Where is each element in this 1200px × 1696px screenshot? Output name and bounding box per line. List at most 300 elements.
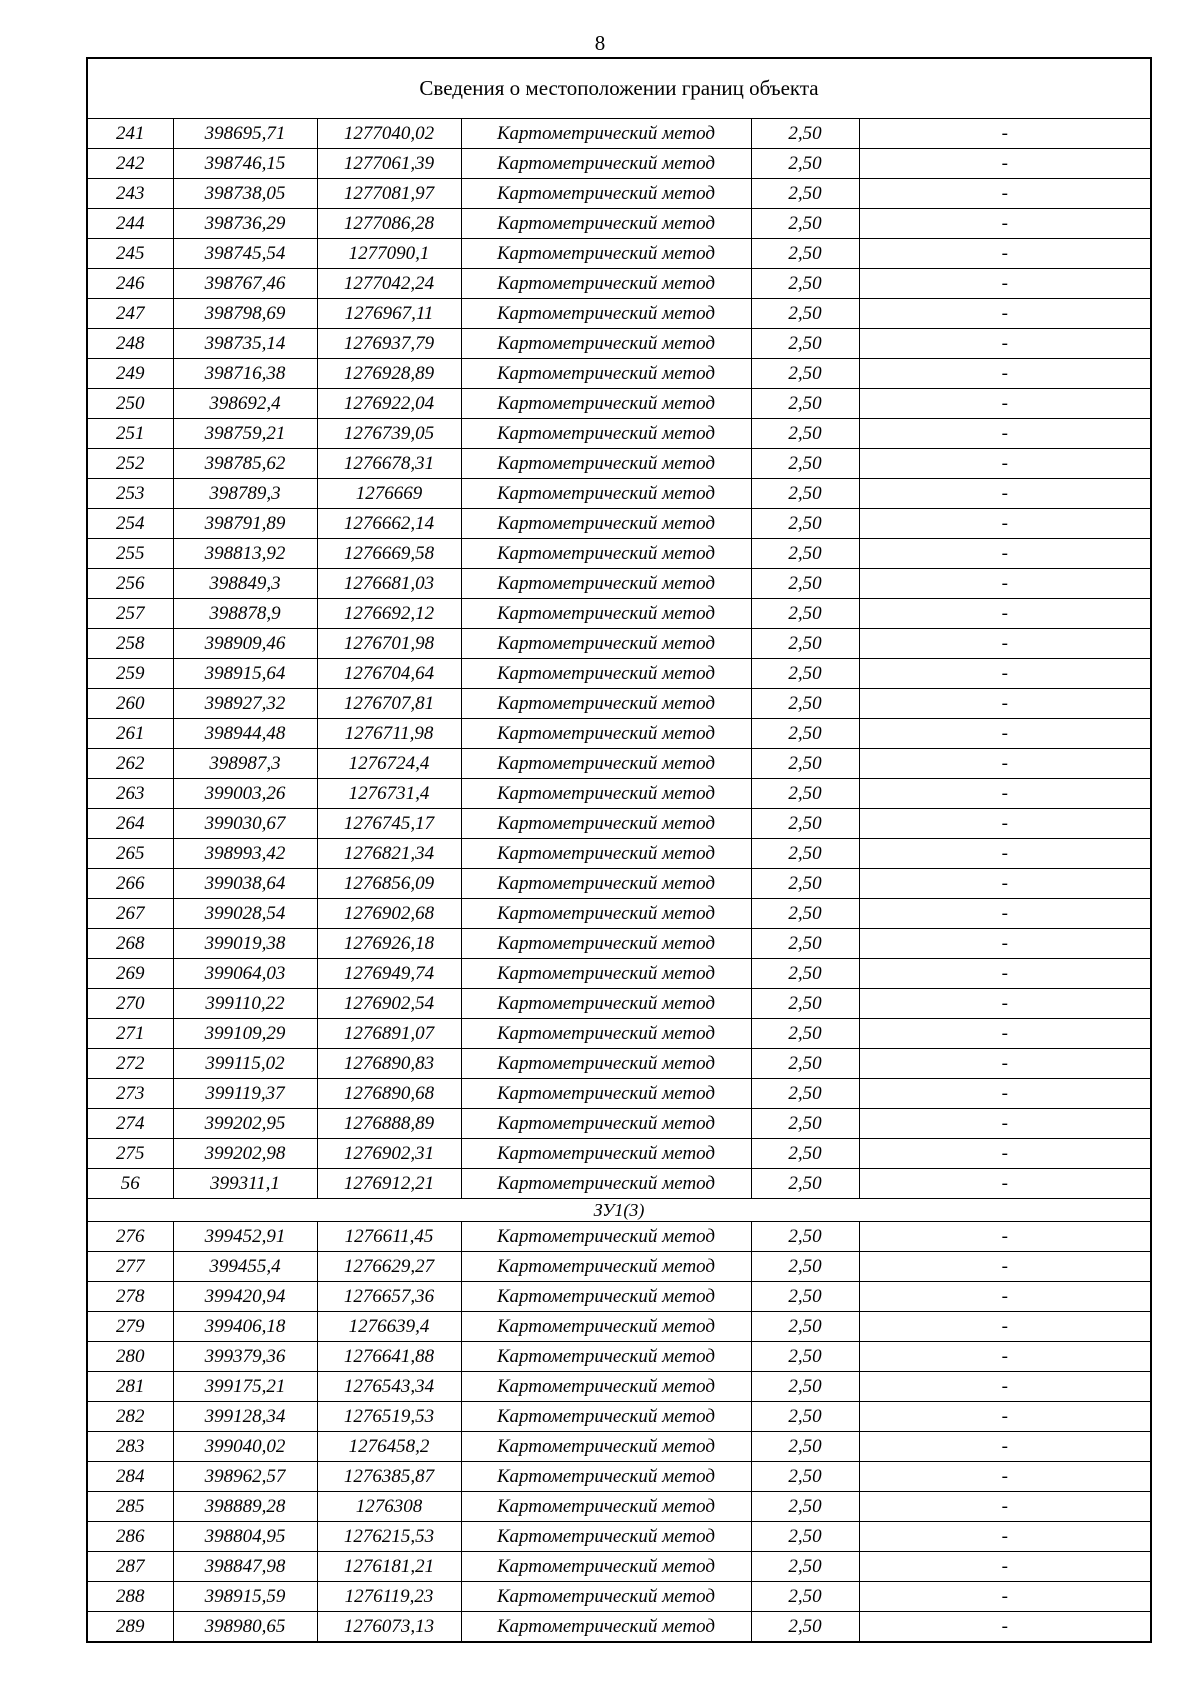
coord-y-cell: 1276745,17 [317,809,461,839]
table-row [87,809,1151,839]
precision-cell: 2,50 [751,1079,859,1109]
method-cell: Картометрический метод [461,1522,751,1552]
table-title-row [87,58,1151,119]
method-cell: Картометрический метод [461,839,751,869]
note-cell: - [859,779,1151,809]
precision-cell: 2,50 [751,1139,859,1169]
method-cell: Картометрический метод [461,1079,751,1109]
table-row [87,689,1151,719]
table-row [87,1109,1151,1139]
coord-y-cell: 1276385,87 [317,1462,461,1492]
table-row [87,1252,1151,1282]
precision-cell: 2,50 [751,659,859,689]
method-cell: Картометрический метод [461,329,751,359]
coord-x-cell: 399038,64 [173,869,317,899]
precision-cell: 2,50 [751,359,859,389]
note-cell: - [859,389,1151,419]
table-row [87,1462,1151,1492]
method-cell: Картометрический метод [461,389,751,419]
note-cell: - [859,1342,1151,1372]
precision-cell: 2,50 [751,869,859,899]
precision-cell: 2,50 [751,929,859,959]
table-row [87,1282,1151,1312]
point-number-cell: 267 [87,899,173,929]
table-row [87,1312,1151,1342]
precision-cell: 2,50 [751,389,859,419]
table-row [87,719,1151,749]
table-title: Сведения о местоположении границ объекта [87,58,1151,119]
coord-y-cell: 1276739,05 [317,419,461,449]
note-cell: - [859,1522,1151,1552]
point-number-cell: 254 [87,509,173,539]
note-cell: - [859,179,1151,209]
precision-cell: 2,50 [751,1582,859,1612]
note-cell: - [859,1432,1151,1462]
coord-y-cell: 1276821,34 [317,839,461,869]
note-cell: - [859,1139,1151,1169]
method-cell: Картометрический метод [461,419,751,449]
note-cell: - [859,359,1151,389]
coord-x-cell: 399028,54 [173,899,317,929]
point-number-cell: 271 [87,1019,173,1049]
coord-y-cell: 1276890,83 [317,1049,461,1079]
note-cell: - [859,1552,1151,1582]
point-number-cell: 270 [87,989,173,1019]
point-number-cell: 289 [87,1612,173,1643]
precision-cell: 2,50 [751,1169,859,1199]
precision-cell: 2,50 [751,779,859,809]
precision-cell: 2,50 [751,1492,859,1522]
method-cell: Картометрический метод [461,449,751,479]
coord-y-cell: 1276856,09 [317,869,461,899]
point-number-cell: 269 [87,959,173,989]
table-row [87,539,1151,569]
method-cell: Картометрический метод [461,359,751,389]
precision-cell: 2,50 [751,629,859,659]
coord-y-cell: 1276543,34 [317,1372,461,1402]
method-cell: Картометрический метод [461,239,751,269]
coord-x-cell: 399109,29 [173,1019,317,1049]
point-number-cell: 241 [87,119,173,149]
method-cell: Картометрический метод [461,1049,751,1079]
coord-y-cell: 1277090,1 [317,239,461,269]
method-cell: Картометрический метод [461,1252,751,1282]
table-row [87,569,1151,599]
point-number-cell: 266 [87,869,173,899]
coord-x-cell: 399175,21 [173,1372,317,1402]
note-cell: - [859,539,1151,569]
table-row [87,1612,1151,1643]
coord-x-cell: 398746,15 [173,149,317,179]
point-number-cell: 261 [87,719,173,749]
note-cell: - [859,1252,1151,1282]
method-cell: Картометрический метод [461,929,751,959]
table-row [87,839,1151,869]
table-row [87,1372,1151,1402]
method-cell: Картометрический метод [461,1222,751,1252]
coord-x-cell: 399406,18 [173,1312,317,1342]
coord-x-cell: 399019,38 [173,929,317,959]
table-row [87,479,1151,509]
method-cell: Картометрический метод [461,1282,751,1312]
note-cell: - [859,1282,1151,1312]
point-number-cell: 277 [87,1252,173,1282]
coord-x-cell: 398962,57 [173,1462,317,1492]
note-cell: - [859,719,1151,749]
precision-cell: 2,50 [751,179,859,209]
precision-cell: 2,50 [751,329,859,359]
coord-y-cell: 1276928,89 [317,359,461,389]
precision-cell: 2,50 [751,899,859,929]
note-cell: - [859,1402,1151,1432]
table-row [87,359,1151,389]
note-cell: - [859,149,1151,179]
method-cell: Картометрический метод [461,1372,751,1402]
coord-y-cell: 1276937,79 [317,329,461,359]
coord-x-cell: 399003,26 [173,779,317,809]
precision-cell: 2,50 [751,809,859,839]
method-cell: Картометрический метод [461,749,751,779]
precision-cell: 2,50 [751,1552,859,1582]
note-cell: - [859,839,1151,869]
point-number-cell: 249 [87,359,173,389]
note-cell: - [859,929,1151,959]
point-number-cell: 264 [87,809,173,839]
point-number-cell: 252 [87,449,173,479]
point-number-cell: 273 [87,1079,173,1109]
precision-cell: 2,50 [751,1282,859,1312]
table-body [87,58,1151,1642]
table-row [87,209,1151,239]
coord-x-cell: 399115,02 [173,1049,317,1079]
method-cell: Картометрический метод [461,569,751,599]
point-number-cell: 260 [87,689,173,719]
table-row [87,329,1151,359]
method-cell: Картометрический метод [461,599,751,629]
note-cell: - [859,239,1151,269]
coord-x-cell: 399040,02 [173,1432,317,1462]
coord-x-cell: 399455,4 [173,1252,317,1282]
precision-cell: 2,50 [751,149,859,179]
table-row [87,1169,1151,1199]
precision-cell: 2,50 [751,1372,859,1402]
coord-x-cell: 398735,14 [173,329,317,359]
coord-y-cell: 1276119,23 [317,1582,461,1612]
precision-cell: 2,50 [751,1049,859,1079]
point-number-cell: 56 [87,1169,173,1199]
note-cell: - [859,329,1151,359]
coord-y-cell: 1276639,4 [317,1312,461,1342]
precision-cell: 2,50 [751,749,859,779]
table-row [87,599,1151,629]
coord-x-cell: 398804,95 [173,1522,317,1552]
precision-cell: 2,50 [751,1109,859,1139]
coord-x-cell: 398789,3 [173,479,317,509]
note-cell: - [859,569,1151,599]
coord-x-cell: 398716,38 [173,359,317,389]
precision-cell: 2,50 [751,1462,859,1492]
precision-cell: 2,50 [751,689,859,719]
precision-cell: 2,50 [751,1342,859,1372]
precision-cell: 2,50 [751,419,859,449]
coord-y-cell: 1276681,03 [317,569,461,599]
method-cell: Картометрический метод [461,149,751,179]
note-cell: - [859,899,1151,929]
coord-x-cell: 398915,64 [173,659,317,689]
note-cell: - [859,419,1151,449]
table-row [87,899,1151,929]
method-cell: Картометрический метод [461,779,751,809]
table-row [87,299,1151,329]
method-cell: Картометрический метод [461,269,751,299]
coord-x-cell: 398878,9 [173,599,317,629]
coord-x-cell: 398785,62 [173,449,317,479]
table-row [87,1222,1151,1252]
method-cell: Картометрический метод [461,539,751,569]
point-number-cell: 288 [87,1582,173,1612]
table-row [87,419,1151,449]
coord-x-cell: 399064,03 [173,959,317,989]
note-cell: - [859,989,1151,1019]
coord-y-cell: 1276967,11 [317,299,461,329]
table-row [87,929,1151,959]
coord-x-cell: 398849,3 [173,569,317,599]
coord-y-cell: 1276888,89 [317,1109,461,1139]
section-label: ЗУ1(3) [87,1199,1151,1222]
note-cell: - [859,1079,1151,1109]
point-number-cell: 268 [87,929,173,959]
method-cell: Картометрический метод [461,209,751,239]
coord-x-cell: 398927,32 [173,689,317,719]
method-cell: Картометрический метод [461,959,751,989]
coord-x-cell: 399030,67 [173,809,317,839]
note-cell: - [859,1109,1151,1139]
coord-y-cell: 1276629,27 [317,1252,461,1282]
note-cell: - [859,659,1151,689]
table-row [87,1492,1151,1522]
coord-y-cell: 1276657,36 [317,1282,461,1312]
coord-x-cell: 398993,42 [173,839,317,869]
table-row [87,629,1151,659]
method-cell: Картометрический метод [461,1582,751,1612]
note-cell: - [859,629,1151,659]
precision-cell: 2,50 [751,479,859,509]
coord-x-cell: 398791,89 [173,509,317,539]
note-cell: - [859,869,1151,899]
precision-cell: 2,50 [751,209,859,239]
coord-y-cell: 1276678,31 [317,449,461,479]
point-number-cell: 251 [87,419,173,449]
coord-y-cell: 1276912,21 [317,1169,461,1199]
coord-y-cell: 1276902,68 [317,899,461,929]
point-number-cell: 282 [87,1402,173,1432]
table-row [87,389,1151,419]
coord-y-cell: 1276701,98 [317,629,461,659]
note-cell: - [859,1312,1151,1342]
point-number-cell: 258 [87,629,173,659]
method-cell: Картометрический метод [461,809,751,839]
section-row [87,1199,1151,1222]
coord-x-cell: 398980,65 [173,1612,317,1643]
coord-x-cell: 398736,29 [173,209,317,239]
precision-cell: 2,50 [751,269,859,299]
point-number-cell: 272 [87,1049,173,1079]
precision-cell: 2,50 [751,539,859,569]
note-cell: - [859,599,1151,629]
coord-y-cell: 1276308 [317,1492,461,1522]
precision-cell: 2,50 [751,509,859,539]
table-row [87,509,1151,539]
precision-cell: 2,50 [751,119,859,149]
page-number: 8 [594,31,606,55]
coord-x-cell: 399119,37 [173,1079,317,1109]
coord-y-cell: 1276922,04 [317,389,461,419]
note-cell: - [859,809,1151,839]
coord-y-cell: 1276669,58 [317,539,461,569]
coord-y-cell: 1277040,02 [317,119,461,149]
coord-x-cell: 398692,4 [173,389,317,419]
table-row [87,119,1151,149]
note-cell: - [859,509,1151,539]
coord-x-cell: 398987,3 [173,749,317,779]
method-cell: Картометрический метод [461,1109,751,1139]
precision-cell: 2,50 [751,1312,859,1342]
point-number-cell: 262 [87,749,173,779]
point-number-cell: 245 [87,239,173,269]
precision-cell: 2,50 [751,1402,859,1432]
table-row [87,1402,1151,1432]
coord-y-cell: 1276890,68 [317,1079,461,1109]
table-row [87,449,1151,479]
point-number-cell: 250 [87,389,173,419]
coord-y-cell: 1276073,13 [317,1612,461,1643]
precision-cell: 2,50 [751,449,859,479]
coord-x-cell: 398798,69 [173,299,317,329]
coord-y-cell: 1276949,74 [317,959,461,989]
method-cell: Картометрический метод [461,1139,751,1169]
point-number-cell: 287 [87,1552,173,1582]
coord-y-cell: 1276704,64 [317,659,461,689]
method-cell: Картометрический метод [461,689,751,719]
point-number-cell: 275 [87,1139,173,1169]
method-cell: Картометрический метод [461,1342,751,1372]
coord-y-cell: 1276902,31 [317,1139,461,1169]
table-row [87,1049,1151,1079]
coord-y-cell: 1276724,4 [317,749,461,779]
note-cell: - [859,479,1151,509]
note-cell: - [859,1049,1151,1079]
point-number-cell: 248 [87,329,173,359]
point-number-cell: 281 [87,1372,173,1402]
table-row [87,1552,1151,1582]
method-cell: Картометрический метод [461,1402,751,1432]
coord-x-cell: 398847,98 [173,1552,317,1582]
point-number-cell: 255 [87,539,173,569]
precision-cell: 2,50 [751,1432,859,1462]
note-cell: - [859,1169,1151,1199]
coord-x-cell: 399311,1 [173,1169,317,1199]
coord-y-cell: 1276926,18 [317,929,461,959]
table-row [87,659,1151,689]
note-cell: - [859,1372,1151,1402]
point-number-cell: 274 [87,1109,173,1139]
note-cell: - [859,1462,1151,1492]
table-row [87,779,1151,809]
coord-x-cell: 398745,54 [173,239,317,269]
table-row [87,269,1151,299]
coord-y-cell: 1277081,97 [317,179,461,209]
method-cell: Картометрический метод [461,509,751,539]
coord-x-cell: 399110,22 [173,989,317,1019]
point-number-cell: 265 [87,839,173,869]
method-cell: Картометрический метод [461,179,751,209]
note-cell: - [859,209,1151,239]
note-cell: - [859,1492,1151,1522]
point-number-cell: 279 [87,1312,173,1342]
table-row [87,149,1151,179]
note-cell: - [859,1582,1151,1612]
coord-y-cell: 1276519,53 [317,1402,461,1432]
method-cell: Картометрический метод [461,719,751,749]
coord-x-cell: 399420,94 [173,1282,317,1312]
precision-cell: 2,50 [751,1522,859,1552]
table-row [87,179,1151,209]
coord-y-cell: 1276731,4 [317,779,461,809]
method-cell: Картометрический метод [461,479,751,509]
method-cell: Картометрический метод [461,1462,751,1492]
coord-x-cell: 398915,59 [173,1582,317,1612]
point-number-cell: 276 [87,1222,173,1252]
coord-x-cell: 398909,46 [173,629,317,659]
point-number-cell: 257 [87,599,173,629]
note-cell: - [859,1222,1151,1252]
point-number-cell: 284 [87,1462,173,1492]
point-number-cell: 256 [87,569,173,599]
point-number-cell: 247 [87,299,173,329]
table-row [87,1432,1151,1462]
point-number-cell: 244 [87,209,173,239]
precision-cell: 2,50 [751,1612,859,1643]
table-row [87,959,1151,989]
coord-x-cell: 399202,95 [173,1109,317,1139]
coord-y-cell: 1276902,54 [317,989,461,1019]
method-cell: Картометрический метод [461,659,751,689]
method-cell: Картометрический метод [461,989,751,1019]
coord-x-cell: 398889,28 [173,1492,317,1522]
table-row [87,989,1151,1019]
coord-y-cell: 1276215,53 [317,1522,461,1552]
coord-y-cell: 1276692,12 [317,599,461,629]
point-number-cell: 246 [87,269,173,299]
note-cell: - [859,689,1151,719]
note-cell: - [859,449,1151,479]
method-cell: Картометрический метод [461,899,751,929]
coord-x-cell: 398738,05 [173,179,317,209]
precision-cell: 2,50 [751,239,859,269]
point-number-cell: 286 [87,1522,173,1552]
method-cell: Картометрический метод [461,1019,751,1049]
coord-y-cell: 1276611,45 [317,1222,461,1252]
precision-cell: 2,50 [751,1252,859,1282]
precision-cell: 2,50 [751,1222,859,1252]
coord-x-cell: 398944,48 [173,719,317,749]
table-row [87,1079,1151,1109]
coord-y-cell: 1277042,24 [317,269,461,299]
method-cell: Картометрический метод [461,1552,751,1582]
point-number-cell: 263 [87,779,173,809]
precision-cell: 2,50 [751,1019,859,1049]
coord-y-cell: 1276458,2 [317,1432,461,1462]
